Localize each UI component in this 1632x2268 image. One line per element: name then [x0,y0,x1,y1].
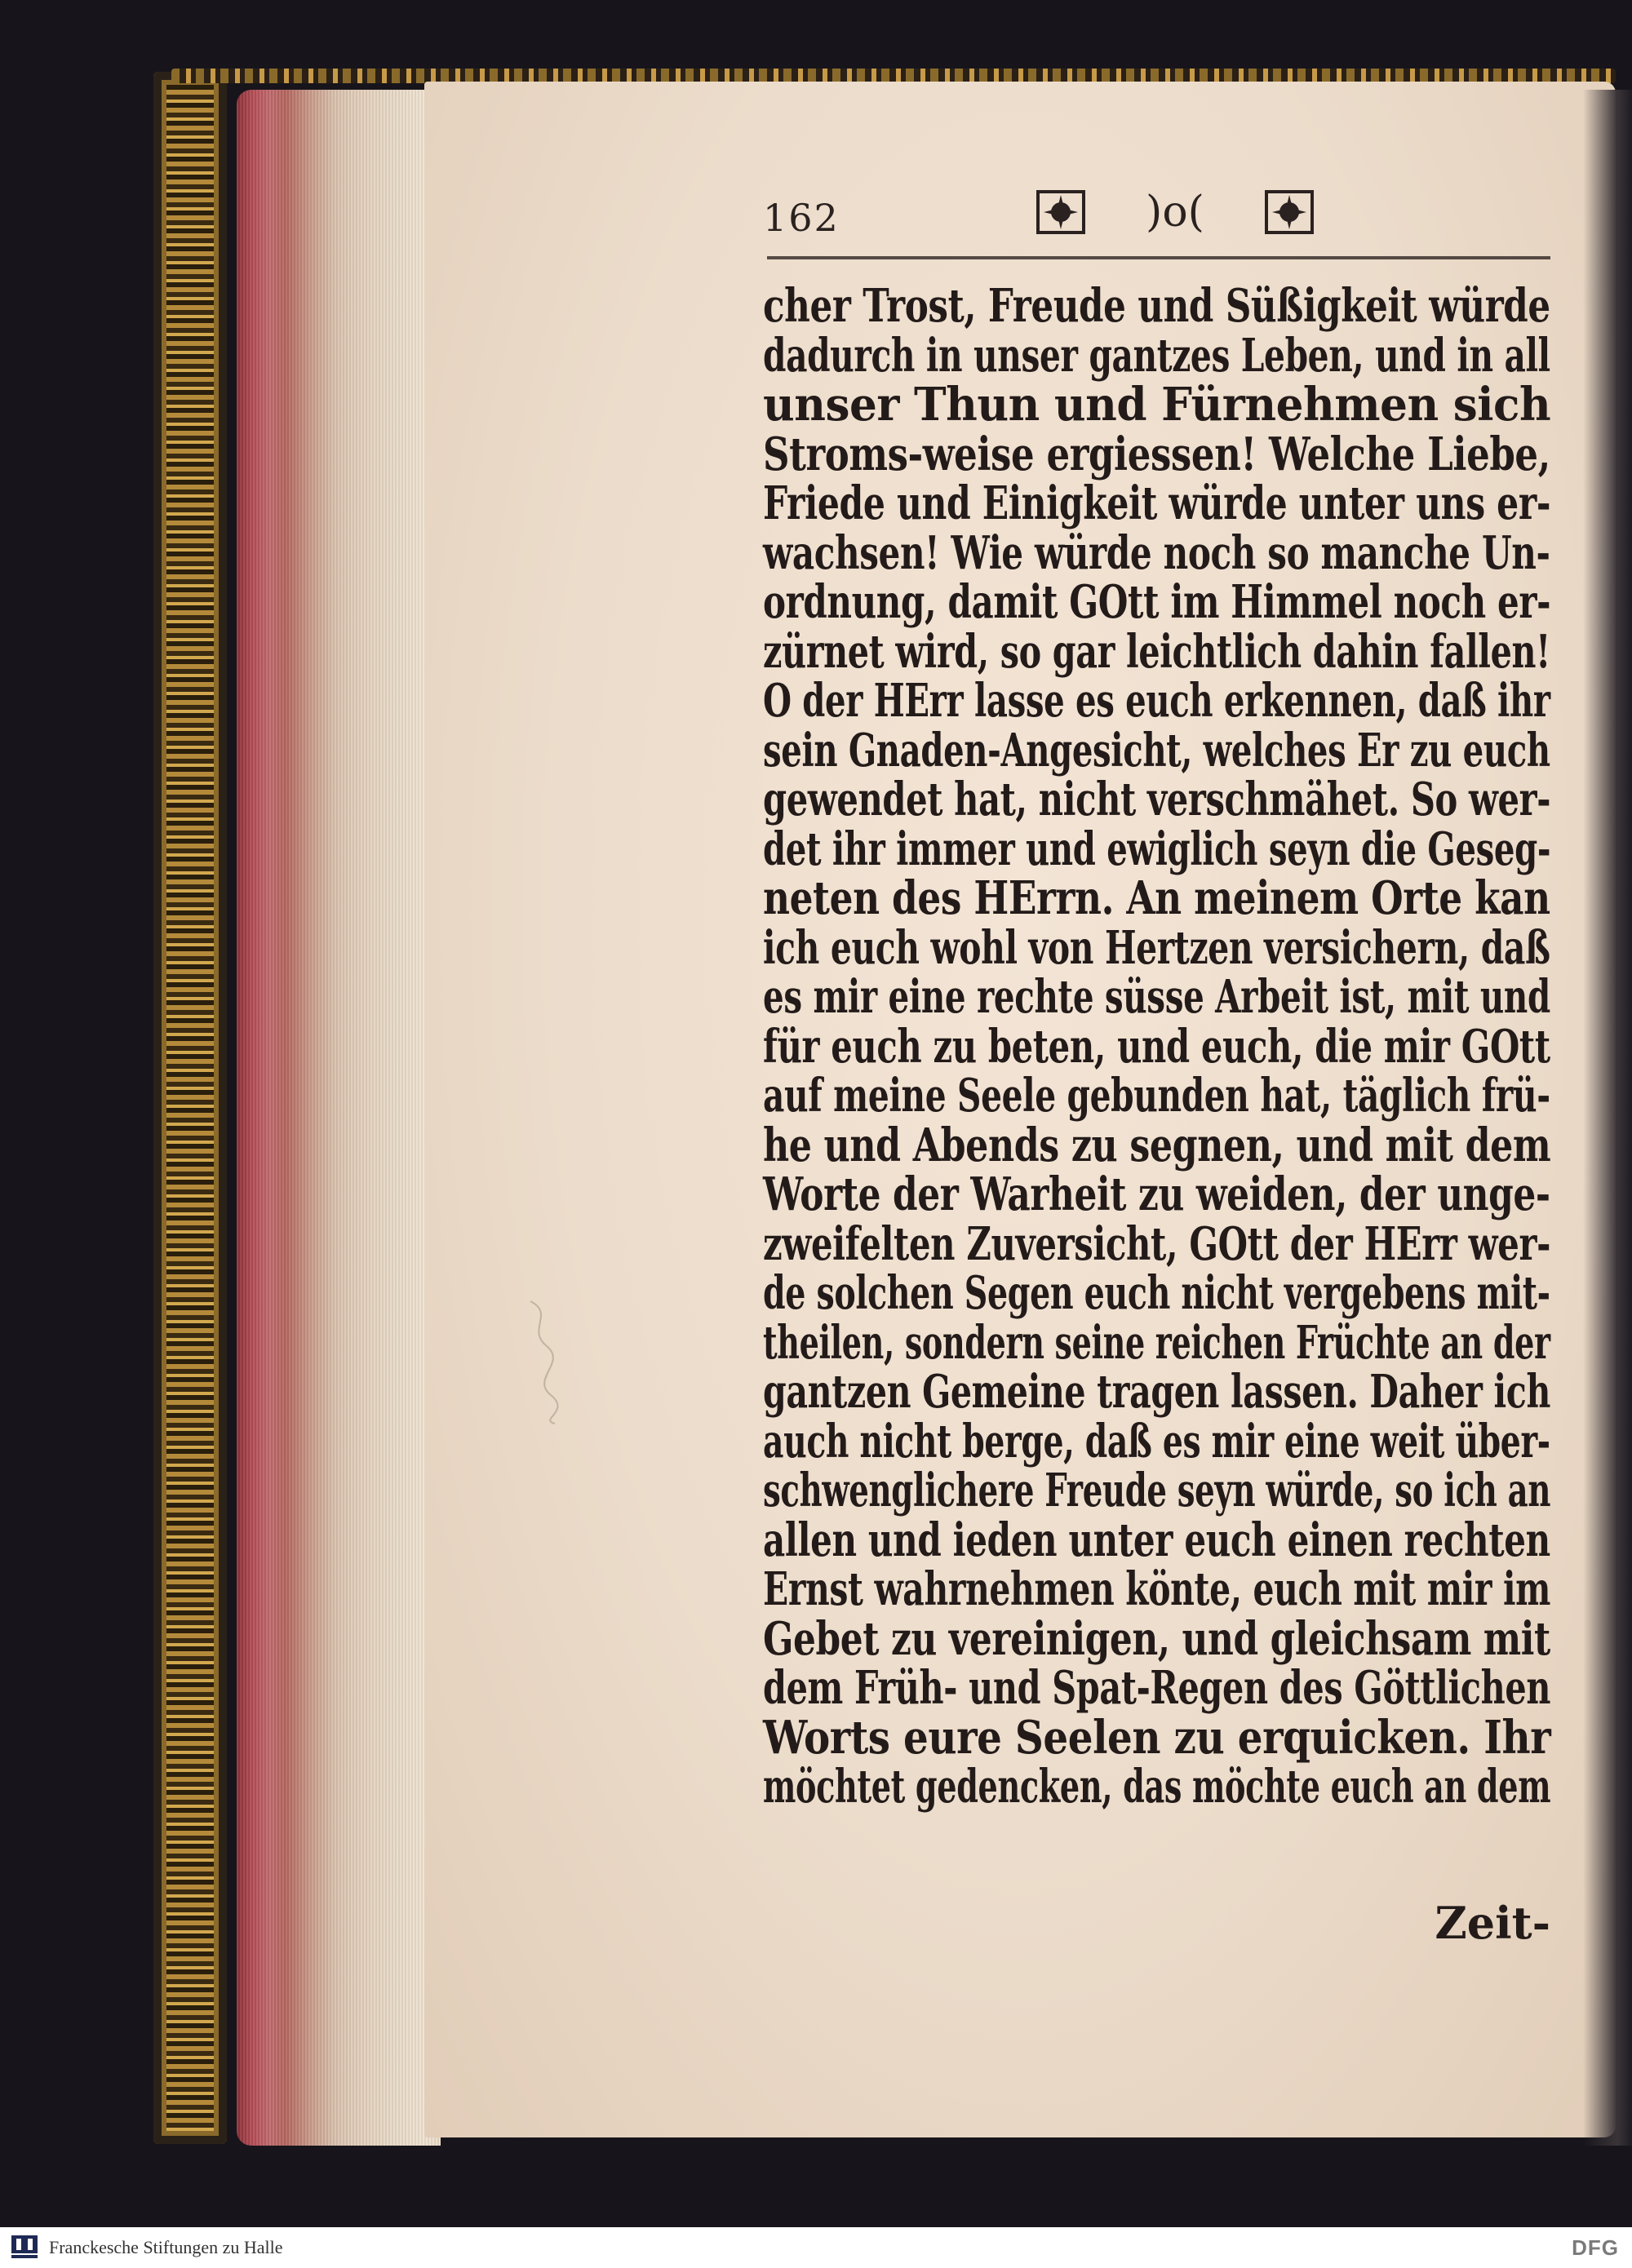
text-line: gewendet hat, nicht verschmähet. So wer- [763,773,1551,826]
text-line: auf meine Seele gebunden hat, täglich frü- [763,1069,1550,1123]
text-line: allen und ieden unter euch einen rechten [763,1513,1550,1567]
text-line: auch nicht berge, daß es mir eine weit über- [763,1414,1550,1468]
text-line: unser Thun und Fürnehmen sich [763,378,1551,432]
page-number: 162 [763,196,840,240]
ornament-right-icon [1266,192,1312,233]
text-line: möchtet gedencken, das möchte euch an dem [763,1760,1551,1814]
text-line: es mir eine rechte süsse Arbeit ist, mit und [763,970,1550,1024]
header-ornament [1036,184,1314,241]
dfg-logo: DFG [1572,2235,1619,2260]
text-line: zürnet wird, so gar leichtlich dahin fallen! [763,624,1550,679]
text-line: det ihr immer und ewiglich seyn die Geseg- [763,822,1551,876]
text-line: Friede und Einigkeit würde unter uns er- [763,476,1551,530]
text-line: ordnung, damit GOtt im Himmel noch er- [763,575,1551,629]
ornament-left-icon [1038,192,1084,233]
gutter-shadow [1583,90,1632,2146]
text-line: theilen, sondern seine reichen Früchte an der [763,1315,1550,1370]
footer-bar [0,2227,1632,2268]
text-line: dem Früh- und Spat-Regen des Göttlichen [763,1661,1551,1715]
text-line: gantzen Gemeine tragen lassen. Daher ich [763,1365,1550,1419]
text-line: sein Gnaden-Angesicht, welches Er zu euch [763,723,1550,777]
text-line: Ernst wahrnehmen könte, euch mit mir im [763,1562,1551,1616]
text-line: Stroms-weise ergiessen! Welche Liebe, [763,427,1550,481]
text-line: wachsen! Wie würde noch so manche Un- [763,525,1550,580]
text-line: dadurch in unser gantzes Leben, und in all [763,328,1550,383]
institution-name: Franckesche Stiftungen zu Halle [49,2237,283,2257]
text-line: neten des HErrn. An meinem Orte kan [763,871,1550,925]
text-line: Gebet zu vereinigen, und gleichsam mit [763,1611,1550,1666]
text-line: ich euch wohl von Hertzen versichern, daß [763,920,1550,975]
paper-fiber-mark [522,1297,571,1428]
text-line: Worte der Warheit zu weiden, der unge- [763,1167,1550,1221]
text-line: de solchen Segen euch nicht vergebens mit- [763,1266,1550,1320]
text-line: schwenglichere Freude seyn würde, so ich an [763,1464,1551,1517]
text-line: cher Trost, Freude und Süßigkeit würde [763,279,1550,333]
text-line: zweifelten Zuversicht, GOtt der HErr wer- [763,1216,1551,1271]
text-line: für euch zu beten, und euch, die mir GOtt [763,1019,1550,1074]
text-line: Worts eure Seelen zu erquicken. Ihr [763,1710,1551,1765]
catchword: Zeit- [1435,1897,1550,1949]
page-text [763,281,1554,1812]
header-rule [767,256,1550,259]
institution-logo-icon [8,2232,41,2263]
gilt-binding [153,72,227,2144]
text-line: he und Abends zu segnen, und mit dem [763,1118,1551,1172]
ornament-text: )o( [1146,188,1204,237]
page-fore-edge [237,90,441,2146]
text-line: O der HErr lasse es euch erkennen, daß ihr [763,674,1550,728]
